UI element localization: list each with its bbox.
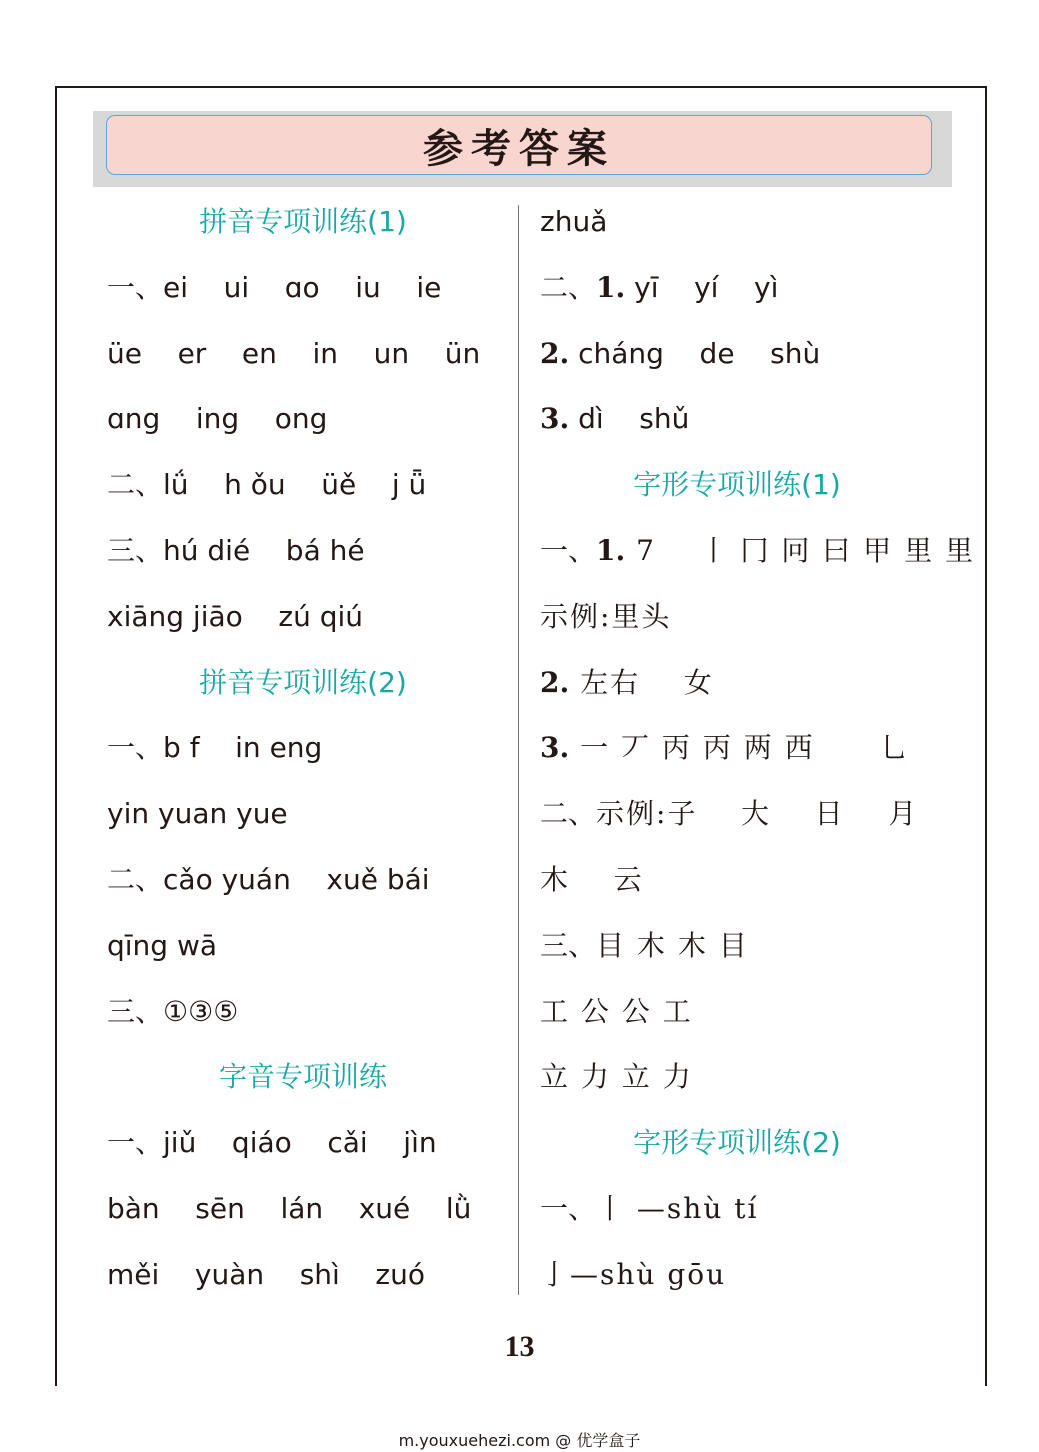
column-divider: [518, 205, 519, 1295]
answer-prefix: 一、: [540, 534, 597, 567]
page-number: 13: [504, 1330, 535, 1363]
answer-line: [107, 399, 327, 439]
answer-text: 左右 女: [569, 665, 714, 699]
answer-line: [540, 663, 714, 703]
answer-line: [107, 1255, 425, 1295]
answer-text: dì shǔ: [569, 402, 690, 436]
answer-number: 2.: [540, 665, 570, 699]
answer-line: [540, 728, 910, 768]
answer-line: [107, 465, 426, 505]
answer-line: [540, 1057, 693, 1097]
answer-text: cháng de shù: [569, 336, 821, 370]
answer-line: [540, 399, 689, 439]
page-frame-right: [985, 86, 987, 1386]
answer-line: [107, 992, 238, 1032]
answer-text: üe er en in un ün: [107, 336, 481, 370]
answer-line: [540, 794, 918, 834]
answer-text: b f in eng: [163, 731, 323, 765]
answer-prefix: 二、: [107, 468, 164, 502]
answer-text: 示例:子 大 日 月: [596, 797, 919, 831]
answer-text: zhuǎ: [540, 205, 608, 238]
answer-line: [107, 531, 365, 571]
answer-line: [540, 268, 778, 308]
answer-text: měi yuàn shì zuó: [107, 1257, 425, 1291]
answer-text: ɑng ing ong: [107, 402, 328, 436]
answer-line: [540, 1255, 726, 1295]
answer-prefix: 三、: [107, 534, 164, 567]
answer-prefix: 三、: [540, 928, 597, 962]
answer-text: 亅—shù gōu: [540, 1257, 727, 1291]
answer-prefix: 二、: [107, 863, 164, 896]
answer-line: [107, 860, 430, 900]
answer-line: [107, 334, 480, 374]
title-banner: [106, 115, 932, 175]
answer-line: [540, 860, 644, 900]
answer-line: [107, 268, 441, 308]
answer-prefix: 二、: [540, 797, 597, 831]
answer-line: [540, 992, 693, 1032]
section-heading: 拼音专项训练(1): [199, 205, 407, 238]
answer-line: [107, 1123, 437, 1163]
answer-number: 1.: [596, 270, 626, 304]
section-heading: 字形专项训练(1): [633, 468, 841, 502]
answer-text: cǎo yuán xuě bái: [163, 863, 430, 896]
answer-text: 示例:里头: [540, 599, 672, 633]
answer-text: jiǔ qiáo cǎi jìn: [163, 1126, 437, 1160]
answer-number: 3.: [540, 402, 570, 436]
footer-watermark: m.youxuehezi.com @ 优学盒子: [398, 1431, 641, 1450]
answer-line: [540, 926, 749, 966]
answer-prefix: 一、: [107, 731, 164, 765]
answer-line: [540, 597, 671, 637]
section-heading: 拼音专项训练(2): [199, 665, 407, 699]
answer-text: yī yí yì: [625, 270, 779, 304]
answer-text: 7 丨 冂 冋 曰 甲 里 里: [625, 534, 975, 567]
answer-text: bàn sēn lán xué lǜ: [107, 1192, 472, 1225]
answer-line: [107, 926, 217, 966]
answer-prefix: 一、: [107, 270, 164, 304]
answer-line: [540, 202, 607, 242]
answer-text: 工 公 公 工: [540, 994, 693, 1028]
answer-line: [107, 1189, 471, 1229]
answer-text: 丨 —shù tí: [596, 1192, 759, 1225]
answer-text: lǘ h ǒu üě j ǖ: [163, 468, 427, 502]
answer-line: [540, 334, 820, 374]
answer-prefix: 一、: [107, 1126, 164, 1160]
answer-text: xiāng jiāo zú qiú: [107, 599, 364, 633]
answer-text: 一 丆 丙 丙 两 西 乚: [569, 731, 911, 765]
answer-text: ①③⑤: [163, 994, 239, 1028]
answer-number: 3.: [540, 731, 570, 765]
page-title: 参考答案: [423, 125, 615, 172]
section-heading: 字音专项训练: [218, 1060, 387, 1094]
answer-text: 木 云: [540, 863, 644, 896]
answer-text: yin yuan yue: [107, 797, 288, 831]
answer-text: ei ui ɑo iu ie: [163, 270, 442, 304]
answer-prefix: 一、: [540, 1192, 597, 1225]
answer-number: 1.: [596, 534, 626, 567]
answer-line: [107, 728, 322, 768]
answer-text: 目 木 木 目: [596, 928, 749, 962]
answer-line: [540, 1189, 758, 1229]
answer-number: 2.: [540, 336, 570, 370]
answer-text: 立 力 立 力: [540, 1060, 693, 1094]
page-frame-top: [55, 86, 987, 88]
answer-text: hú dié bá hé: [163, 534, 365, 567]
answer-prefix: 三、: [107, 994, 164, 1028]
section-heading: 字形专项训练(2): [633, 1126, 841, 1160]
answer-line: [107, 597, 363, 637]
page-frame-left: [55, 86, 57, 1386]
answer-line: [540, 531, 975, 571]
answer-prefix: 二、: [540, 270, 597, 304]
answer-text: qīng wā: [107, 928, 218, 962]
answer-line: [107, 794, 288, 834]
